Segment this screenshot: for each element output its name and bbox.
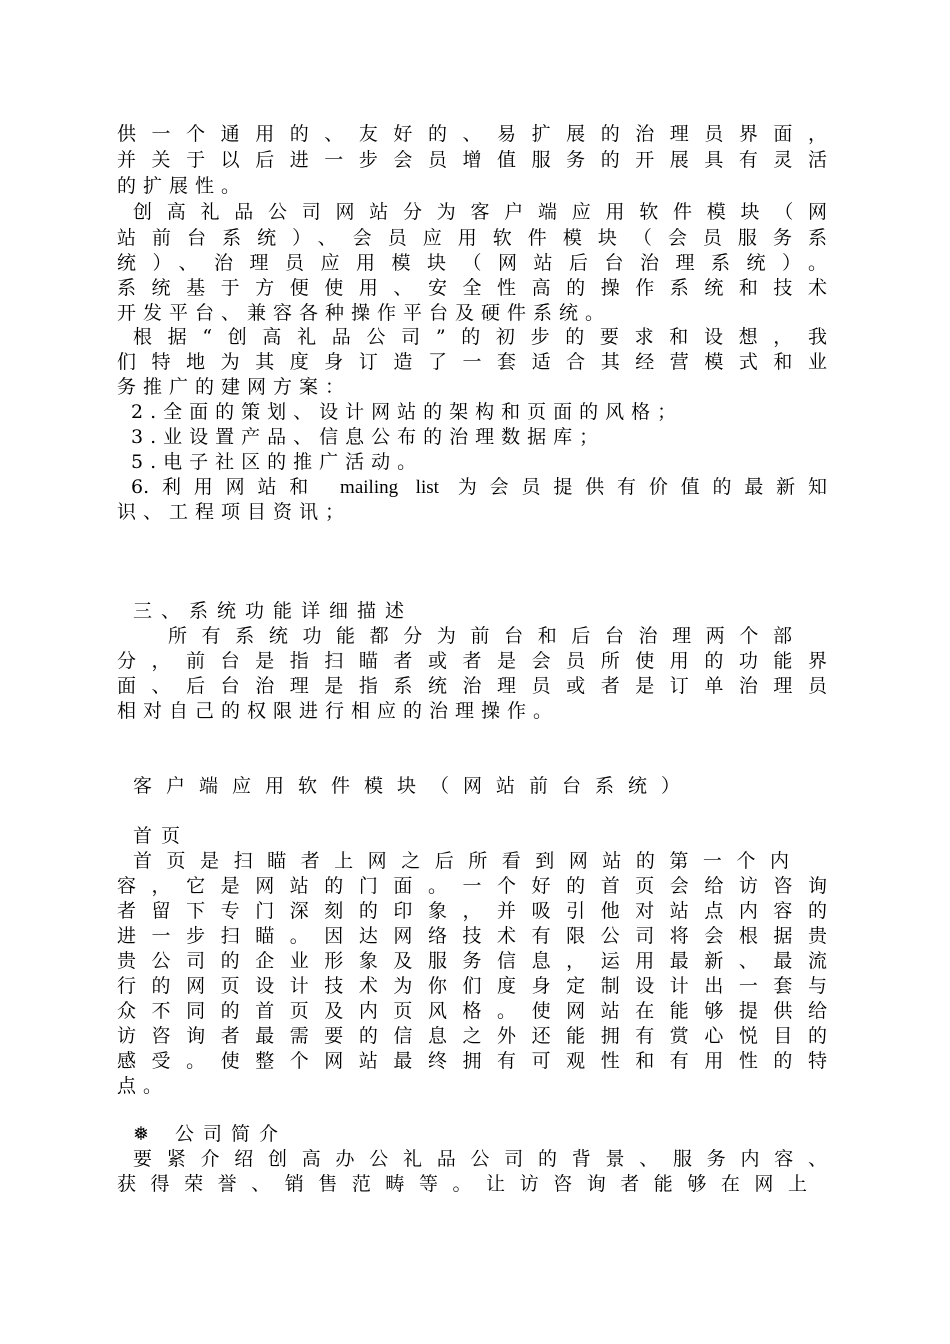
homepage-line-6: 行的网页设计技术为你们度身定制设计出一套与 bbox=[117, 975, 827, 997]
plan-item-6-prefix: 6.利用网站和 bbox=[131, 476, 322, 498]
homepage-line-3: 者留下专门深刻的印象，并吸引他对站点内容的 bbox=[117, 900, 827, 922]
intro-line-3: 的扩展性。 bbox=[117, 175, 248, 197]
section3-title: 三、系统功能详细描述 bbox=[133, 600, 414, 622]
client-module-title: 客户端应用软件模块（网站前台系统） bbox=[133, 775, 695, 797]
homepage-line-5: 贵公司的企业形象及服务信息，运用最新、最流 bbox=[117, 950, 827, 972]
plan-line-1: 根据“创高礼品公司”的初步的要求和设想，我 bbox=[133, 326, 827, 348]
intro-line-2: 并关于以后进一步会员增值服务的开展具有灵活 bbox=[117, 149, 827, 171]
plan-item-2: 2.全面的策划、设计网站的架构和页面的风格； bbox=[131, 401, 684, 423]
plan-item-6-continuation: 识、工程项目资讯； bbox=[117, 501, 352, 523]
company-intro-heading bbox=[133, 1121, 827, 1147]
homepage-line-9: 感受。使整个网站最终拥有可观性和有用性的特 bbox=[117, 1050, 827, 1072]
plan-item-5: 5.电子社区的推广活动。 bbox=[131, 451, 424, 473]
company-intro-title: 公司简介 bbox=[175, 1123, 288, 1145]
modules-line-3: 统）、治理员应用模块（网站后台治理系统）。 bbox=[117, 252, 827, 274]
plan-line-2: 们特地为其度身订造了一套适合其经营模式和业 bbox=[117, 351, 827, 373]
homepage-title: 首页 bbox=[133, 825, 190, 847]
modules-line-5: 开发平台、兼容各种操作平台及硬件系统。 bbox=[117, 302, 612, 324]
plan-line-3: 务推广的建网方案： bbox=[117, 376, 352, 398]
section3-line-3: 面、后台治理是指系统治理员或者是订单治理员 bbox=[117, 675, 827, 697]
modules-line-1: 创高礼品公司网站分为客户端应用软件模块（网 bbox=[133, 201, 827, 223]
homepage-line-2: 容，它是网站的门面。一个好的首页会给访咨询 bbox=[117, 875, 827, 897]
section3-line-4: 相对自己的权限进行相应的治理操作。 bbox=[117, 700, 560, 722]
plan-item-3: 3.业设置产品、信息公布的治理数据库； bbox=[131, 426, 606, 448]
plan-item-6 bbox=[131, 474, 827, 500]
section3-line-1: 所有系统功能都分为前台和后台治理两个部 bbox=[168, 625, 792, 647]
modules-line-4: 系统基于方便使用、安全性高的操作系统和技术 bbox=[117, 277, 827, 299]
plan-item-6-suffix: 为会员提供有价值的最新知 bbox=[457, 476, 827, 498]
section3-line-2: 分，前台是指扫瞄者或者是会员所使用的功能界 bbox=[117, 650, 827, 672]
company-intro-line-1: 要紧介绍创高办公礼品公司的背景、服务内容、 bbox=[133, 1148, 827, 1170]
modules-line-2: 站前台系统）、会员应用软件模块（会员服务系 bbox=[117, 227, 827, 249]
snowflake-bullet-icon: ❅ bbox=[133, 1123, 149, 1145]
homepage-line-7: 众不同的首页及内页风格。使网站在能够提供给 bbox=[117, 1000, 827, 1022]
plan-item-6-latin: mailing list bbox=[340, 477, 439, 498]
homepage-line-10: 点。 bbox=[117, 1075, 170, 1097]
homepage-line-4: 进一步扫瞄。因达网络技术有限公司将会根据贵 bbox=[117, 925, 827, 947]
homepage-line-1: 首页是扫瞄者上网之后所看到网站的第一个内 bbox=[133, 850, 789, 872]
intro-line-1: 供一个通用的、友好的、易扩展的治理员界面， bbox=[117, 123, 827, 145]
homepage-line-8: 访咨询者最需要的信息之外还能拥有赏心悦目的 bbox=[117, 1025, 827, 1047]
company-intro-line-2: 获得荣誉、销售范畴等。让访咨询者能够在网上 bbox=[117, 1173, 807, 1195]
